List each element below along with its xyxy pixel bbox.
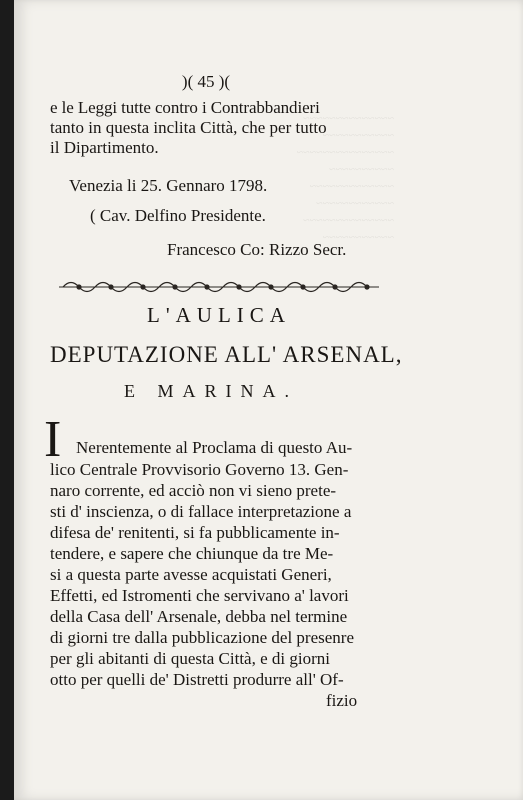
page-number: )( 45 )(: [181, 72, 231, 91]
body-line: naro corrente, ed acciò non vi sieno prete-: [50, 481, 337, 500]
book-page: [14, 0, 523, 800]
body-line: della Casa dell' Arsenale, debba nel termine: [50, 607, 348, 626]
signature-secretary: Francesco Co: Rizzo Secr.: [167, 240, 347, 259]
title-line-3: E MARINA.: [124, 381, 298, 401]
title-line-2: DEPUTAZIONE ALL' ARSENAL,: [50, 342, 403, 367]
body-line: Nerentemente al Proclama di questo Au-: [76, 438, 353, 457]
body-line: si a questa parte avesse acquistati Generi,: [50, 565, 332, 584]
catchword: fizio: [326, 691, 358, 710]
body-line: otto per quelli de' Distretti produrre all' Of-: [50, 670, 344, 689]
text-line: e le Leggi tutte contro i Contrabbandieri: [50, 98, 320, 117]
text-line: tanto in questa inclita Città, che per tutto: [50, 118, 327, 137]
body-line: per gli abitanti di questa Città, e di giorni: [50, 649, 330, 668]
text-line: il Dipartimento.: [50, 138, 159, 157]
body-line: difesa de' renitenti, si fa pubblicamente in-: [50, 523, 340, 542]
body-line: sti d' inscienza, o di fallace interpretazione a: [50, 502, 352, 521]
body-line: Effetti, ed Istromenti che servivano a' lavori: [50, 586, 349, 605]
body-line: lico Centrale Provvisorio Governo 13. Gen-: [50, 460, 349, 479]
ornamental-rule: [59, 278, 379, 296]
bleed-through-texture: ~~~~~~~~~~~~~~ ~~~~~~~~~~~ ~~~~~~~~~~~~~~~ ~~~~~~~~~~ ~~~~~~~~~~~~~ ~~~~~~~~~~~~ ~~~~~~~~~~~~~~ ~~~~~~~~~~~: [296, 111, 394, 244]
date-line: Venezia li 25. Gennaro 1798.: [69, 176, 268, 195]
signature-president: ( Cav. Delfino Presidente.: [90, 206, 266, 225]
title-line-1: L'AULICA: [147, 303, 291, 327]
drop-cap: I: [44, 411, 62, 468]
body-line: di giorni tre dalla pubblicazione del presenre: [50, 628, 354, 647]
body-line: tendere, e sapere che chiunque da tre Me-: [50, 544, 334, 563]
